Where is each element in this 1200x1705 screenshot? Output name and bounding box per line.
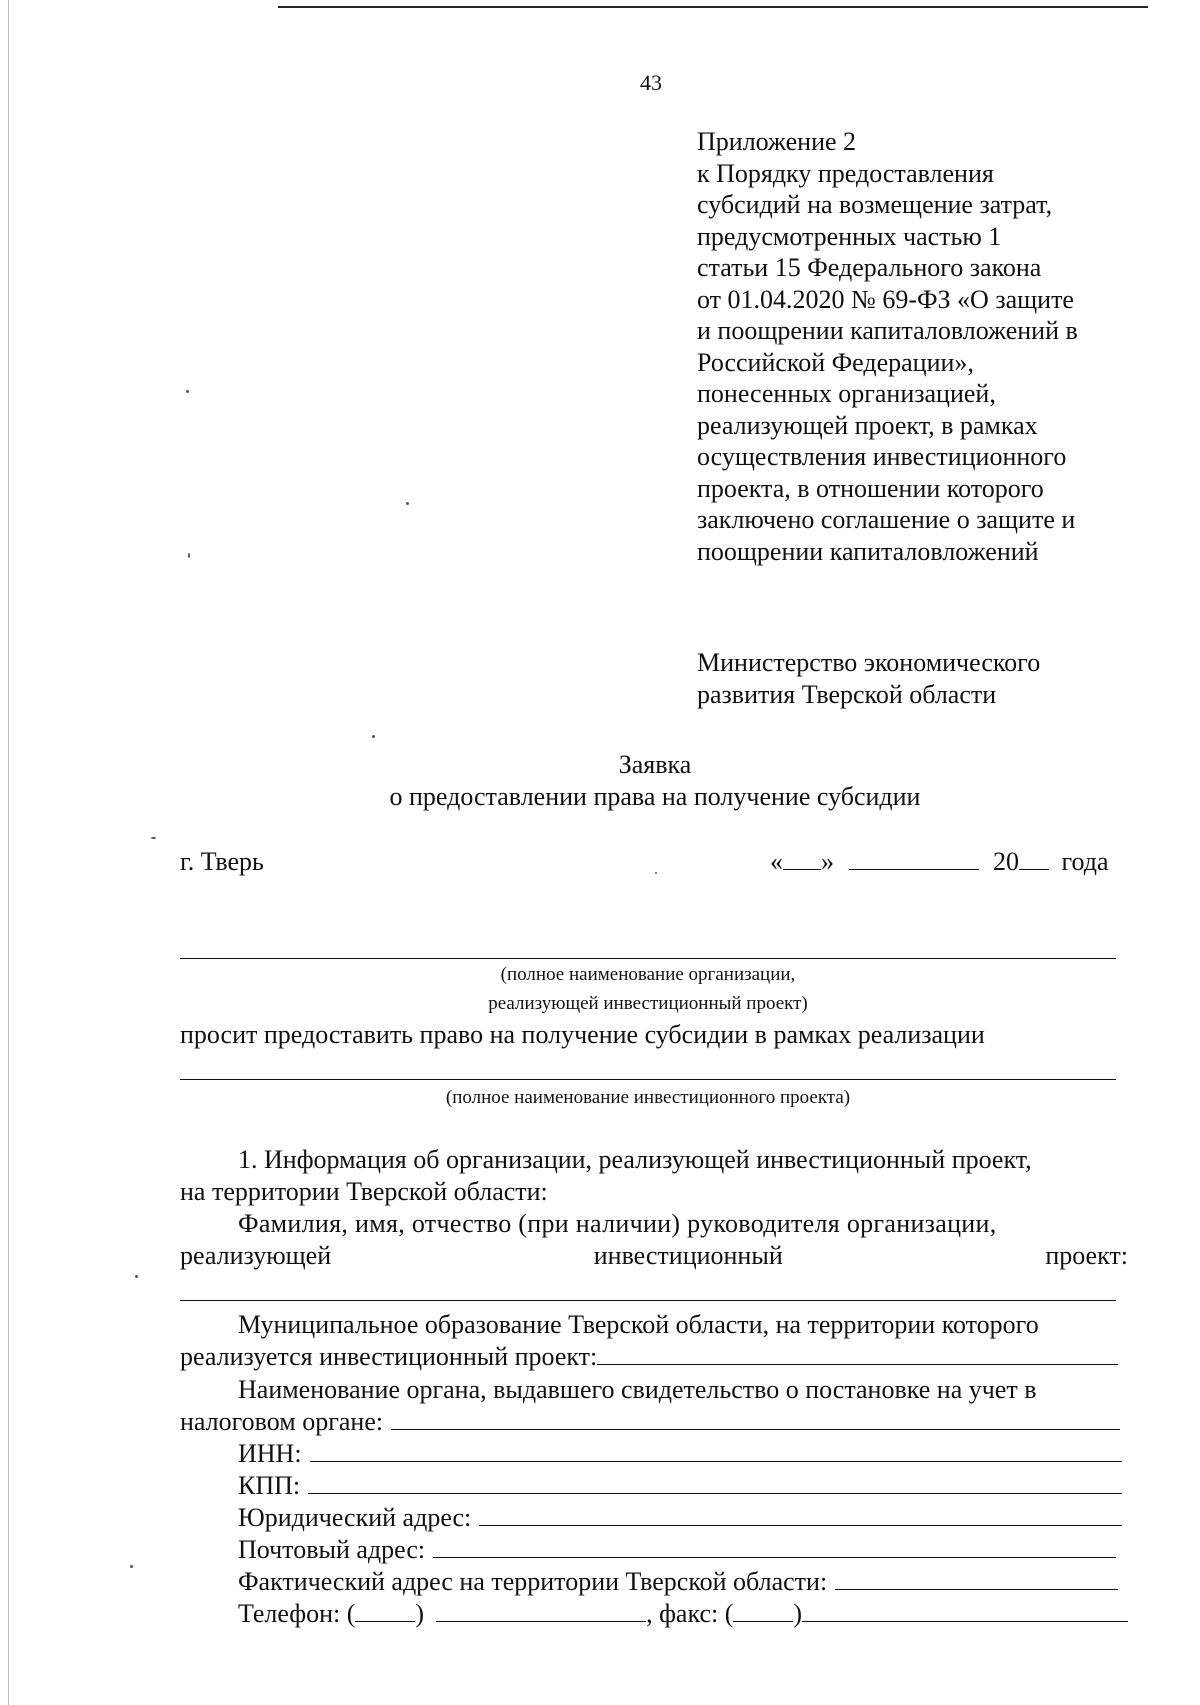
postal-address-label: Почтовый адрес: bbox=[238, 1535, 426, 1564]
head-name-word: реализующей bbox=[180, 1241, 332, 1270]
request-text: просит предоставить право на получение субсидии в рамках реализации bbox=[180, 1020, 985, 1049]
municipality-label-cont: реализуется инвестиционный проект: bbox=[180, 1342, 598, 1371]
day-blank[interactable] bbox=[783, 849, 821, 870]
actual-address-row bbox=[238, 1567, 1118, 1597]
recipient-line: развития Тверской области bbox=[697, 680, 997, 709]
scan-speck bbox=[135, 1275, 138, 1278]
fax-label: , факс: ( bbox=[646, 1599, 734, 1628]
inn-blank[interactable] bbox=[310, 1441, 1122, 1462]
month-blank[interactable] bbox=[849, 849, 979, 870]
tax-authority-label: Наименование органа, выдавшего свидетельство о постановке на учет в bbox=[238, 1375, 1037, 1404]
org-name-caption: (полное наименование организации, bbox=[500, 964, 796, 985]
fax-paren-close: ) bbox=[793, 1599, 803, 1628]
year-blank[interactable] bbox=[1019, 849, 1049, 870]
scan-border-top bbox=[278, 6, 1148, 8]
head-name-word: проект: bbox=[1045, 1241, 1128, 1270]
appendix-line: поощрении капиталовложений bbox=[697, 536, 1039, 566]
appendix-line: реализующей проект, в рамках bbox=[697, 410, 1038, 440]
appendix-line: понесенных организацией, bbox=[697, 379, 996, 408]
scan-speck bbox=[151, 837, 156, 839]
phone-fax-row bbox=[238, 1599, 1128, 1629]
municipality-blank[interactable] bbox=[597, 1344, 1118, 1365]
project-name-blank[interactable] bbox=[180, 1079, 1116, 1080]
appendix-line: проекта, в отношении которого bbox=[697, 473, 1044, 503]
appendix-line: Российской Федерации», bbox=[697, 347, 974, 377]
appendix-line: заключено соглашение о защите и bbox=[697, 505, 1076, 534]
kpp-row bbox=[238, 1471, 1122, 1501]
appendix-line: осуществления инвестиционного bbox=[697, 442, 1067, 471]
appendix-line: субсидий на возмещение затрат, bbox=[697, 190, 1053, 219]
legal-address-blank[interactable] bbox=[479, 1505, 1122, 1526]
document-subtitle: о предоставлении права на получение субсидии bbox=[389, 782, 921, 811]
actual-address-label: Фактический адрес на территории Тверской области: bbox=[238, 1567, 828, 1596]
appendix-line: от 01.04.2020 № 69-ФЗ «О защите bbox=[697, 284, 1074, 314]
phone-paren-close: ) bbox=[415, 1599, 425, 1628]
head-name-blank[interactable] bbox=[180, 1300, 1116, 1301]
project-name-caption: (полное наименование инвестиционного проекта) bbox=[445, 1087, 851, 1108]
head-name-word: инвестиционный bbox=[593, 1241, 783, 1270]
appendix-line: к Порядку предоставления bbox=[697, 158, 994, 188]
head-name-label: Фамилия, имя, отчество (при наличии) руководителя организации, bbox=[238, 1209, 997, 1238]
date-close-quote: » bbox=[821, 847, 834, 876]
scan-speck bbox=[188, 553, 190, 558]
phone-number-blank[interactable] bbox=[436, 1601, 646, 1622]
kpp-blank[interactable] bbox=[308, 1473, 1122, 1494]
postal-address-row bbox=[238, 1535, 1116, 1565]
phone-code-blank[interactable] bbox=[355, 1601, 415, 1622]
kpp-label: КПП: bbox=[238, 1471, 301, 1500]
place-label: г. Тверь bbox=[180, 847, 264, 876]
legal-address-label: Юридический адрес: bbox=[238, 1503, 472, 1532]
org-name-caption: реализующей инвестиционный проект) bbox=[488, 993, 808, 1014]
legal-address-row bbox=[238, 1503, 1122, 1533]
date-field bbox=[770, 847, 1109, 877]
postal-address-blank[interactable] bbox=[433, 1537, 1116, 1558]
inn-label: ИНН: bbox=[238, 1439, 302, 1468]
recipient-line: Министерство экономического bbox=[697, 648, 1041, 677]
scan-speck bbox=[372, 735, 375, 738]
document-title: Заявка bbox=[618, 750, 692, 779]
year-prefix: 20 bbox=[993, 847, 1019, 876]
actual-address-blank[interactable] bbox=[835, 1569, 1118, 1590]
tax-authority-blank[interactable] bbox=[391, 1409, 1120, 1430]
fax-code-blank[interactable] bbox=[733, 1601, 793, 1622]
section1-heading: 1. Информация об организации, реализующей инвестиционный проект, bbox=[238, 1145, 1032, 1174]
appendix-line: предусмотренных частью 1 bbox=[697, 221, 1002, 251]
fax-number-blank[interactable] bbox=[802, 1601, 1128, 1622]
org-name-blank[interactable] bbox=[180, 958, 1116, 959]
tax-authority-row bbox=[180, 1407, 1120, 1437]
appendix-header bbox=[697, 126, 1137, 567]
municipality-label: Муниципальное образование Тверской области, на территории которого bbox=[238, 1310, 1039, 1339]
scan-speck bbox=[655, 872, 657, 874]
appendix-line: Приложение 2 bbox=[697, 127, 857, 156]
section1-heading-cont: на территории Тверской области: bbox=[180, 1177, 548, 1206]
year-suffix: года bbox=[1061, 847, 1109, 876]
scan-border-left bbox=[8, 0, 9, 1705]
inn-row bbox=[238, 1439, 1122, 1469]
recipient-block bbox=[697, 647, 1040, 711]
date-open-quote: « bbox=[770, 847, 783, 876]
head-name-label-cont bbox=[180, 1241, 1128, 1271]
scan-speck bbox=[130, 1565, 133, 1568]
appendix-line: и поощрении капиталовложений в bbox=[697, 316, 1078, 345]
scan-speck bbox=[186, 390, 189, 393]
tax-authority-label-cont: налоговом органе: bbox=[180, 1407, 384, 1436]
municipality-row bbox=[180, 1342, 1118, 1372]
appendix-line: статьи 15 Федерального закона bbox=[697, 253, 1042, 282]
scan-speck bbox=[406, 502, 409, 505]
page-number: 43 bbox=[640, 70, 662, 95]
phone-label: Телефон: ( bbox=[238, 1599, 356, 1628]
